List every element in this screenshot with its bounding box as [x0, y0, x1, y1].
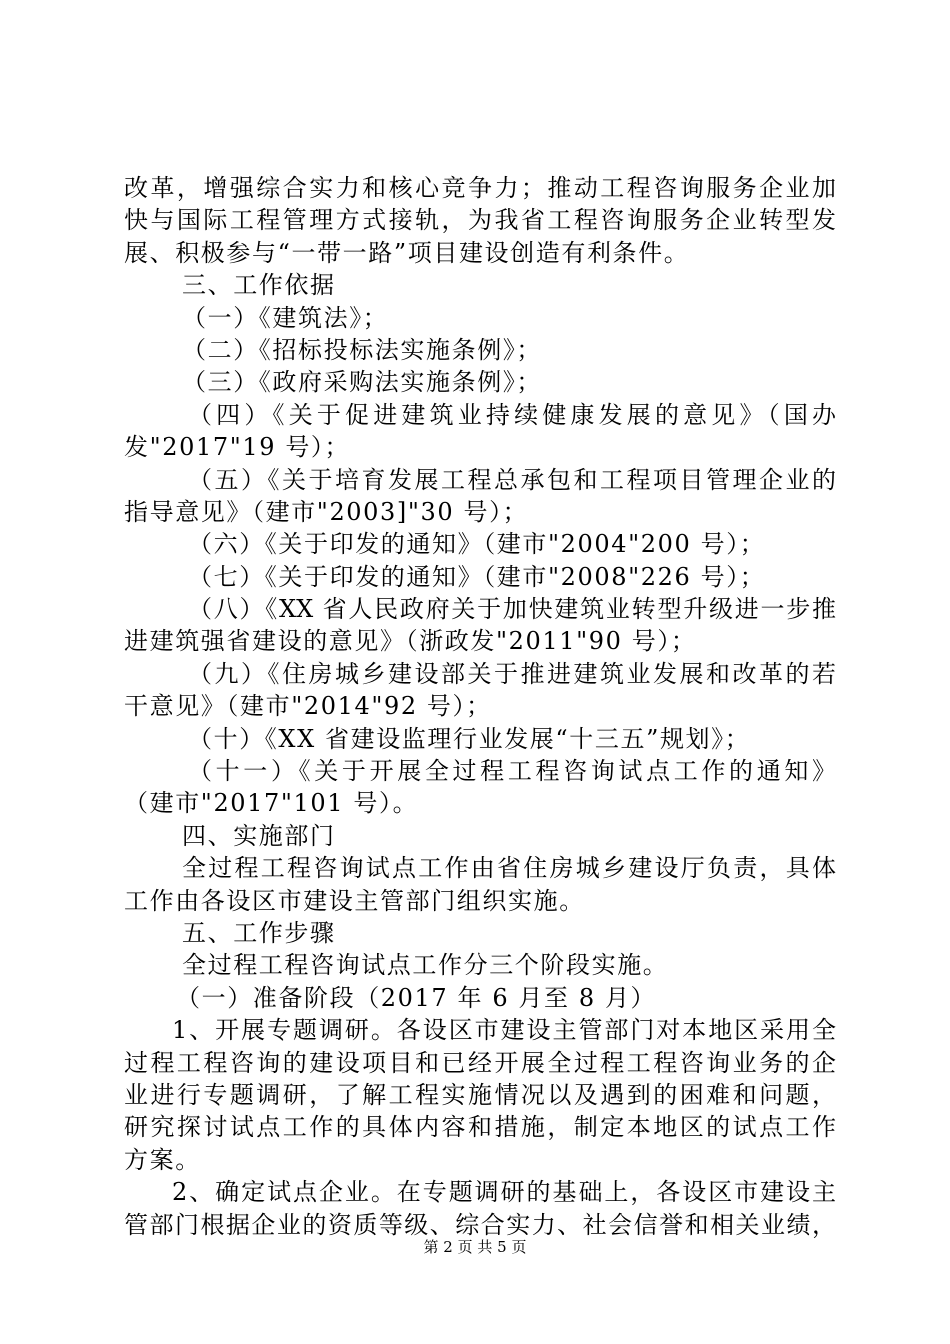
text-line: 发"2017"19 号）； — [124, 433, 351, 462]
text-line: 管部门根据企业的资质等级、综合实力、社会信誉和相关业绩， — [124, 1210, 836, 1239]
text-line: （十）《XX 省建设监理行业发展“十三五”规划》； — [188, 724, 751, 753]
text-line: 2、确定试点企业。在专题调研的基础上，各设区市建设主 — [172, 1178, 836, 1207]
text-line: （九）《住房城乡建设部关于推进建筑业发展和改革的若 — [188, 659, 836, 688]
text-line: 全过程工程咨询试点工作由省住房城乡建设厅负责，具体 — [182, 854, 836, 883]
text-line: （一）《建筑法》； — [182, 303, 389, 332]
text-line: （三）《政府采购法实施条例》； — [182, 368, 542, 397]
page-number: 第 2 页 共 5 页 — [423, 1238, 527, 1256]
text-line: 五、工作步骤 — [182, 918, 336, 947]
text-line: 过程工程咨询的建设项目和已经开展全过程工程咨询业务的企 — [124, 1048, 836, 1077]
text-line: 工作由各设区市建设主管部门组织实施。 — [124, 886, 585, 915]
text-line: 三、工作依据 — [182, 271, 336, 300]
text-line: （十一）《关于开展全过程工程咨询试点工作的通知》 — [188, 757, 836, 786]
text-line: 进建筑强省建设的意见》（浙政发"2011"90 号）； — [124, 627, 697, 656]
document-body — [124, 172, 836, 1241]
text-line: 全过程工程咨询试点工作分三个阶段实施。 — [182, 951, 669, 980]
text-line: （五）《关于培育发展工程总承包和工程项目管理企业的 — [188, 465, 836, 494]
text-line: 1、开展专题调研。各设区市建设主管部门对本地区采用全 — [172, 1016, 836, 1045]
page-footer — [0, 1237, 950, 1257]
text-line: （建市"2017"101 号）。 — [124, 789, 419, 818]
text-line: 展、积极参与“一带一路”项目建设创造有利条件。 — [124, 238, 690, 267]
text-line: 指导意见》（建市"2003]"30 号）； — [124, 497, 529, 526]
text-line: 研究探讨试点工作的具体内容和措施，制定本地区的试点工作 — [124, 1113, 836, 1142]
text-line: （八）《XX 省人民政府关于加快建筑业转型升级进一步推 — [188, 595, 836, 624]
text-line: 干意见》（建市"2014"92 号）； — [124, 692, 492, 721]
text-line: 业进行专题调研，了解工程实施情况以及遇到的困难和问题， — [124, 1080, 836, 1109]
text-line: （四）《关于促进建筑业持续健康发展的意见》（国办 — [188, 400, 836, 429]
text-line: （二）《招标投标法实施条例》； — [182, 335, 542, 364]
text-line: （一）准备阶段（2017 年 6 月至 8 月） — [176, 983, 657, 1012]
text-line: （七）《关于印发的通知》（建市"2008"226 号）； — [188, 562, 766, 591]
text-line: 快与国际工程管理方式接轨，为我省工程咨询服务企业转型发 — [124, 206, 836, 235]
text-line: 改革，增强综合实力和核心竞争力；推动工程咨询服务企业加 — [124, 174, 836, 202]
text-line: 方案。 — [124, 1145, 201, 1174]
text-line: （六）《关于印发的通知》（建市"2004"200 号）； — [188, 530, 766, 559]
text-line: 四、实施部门 — [182, 821, 336, 850]
